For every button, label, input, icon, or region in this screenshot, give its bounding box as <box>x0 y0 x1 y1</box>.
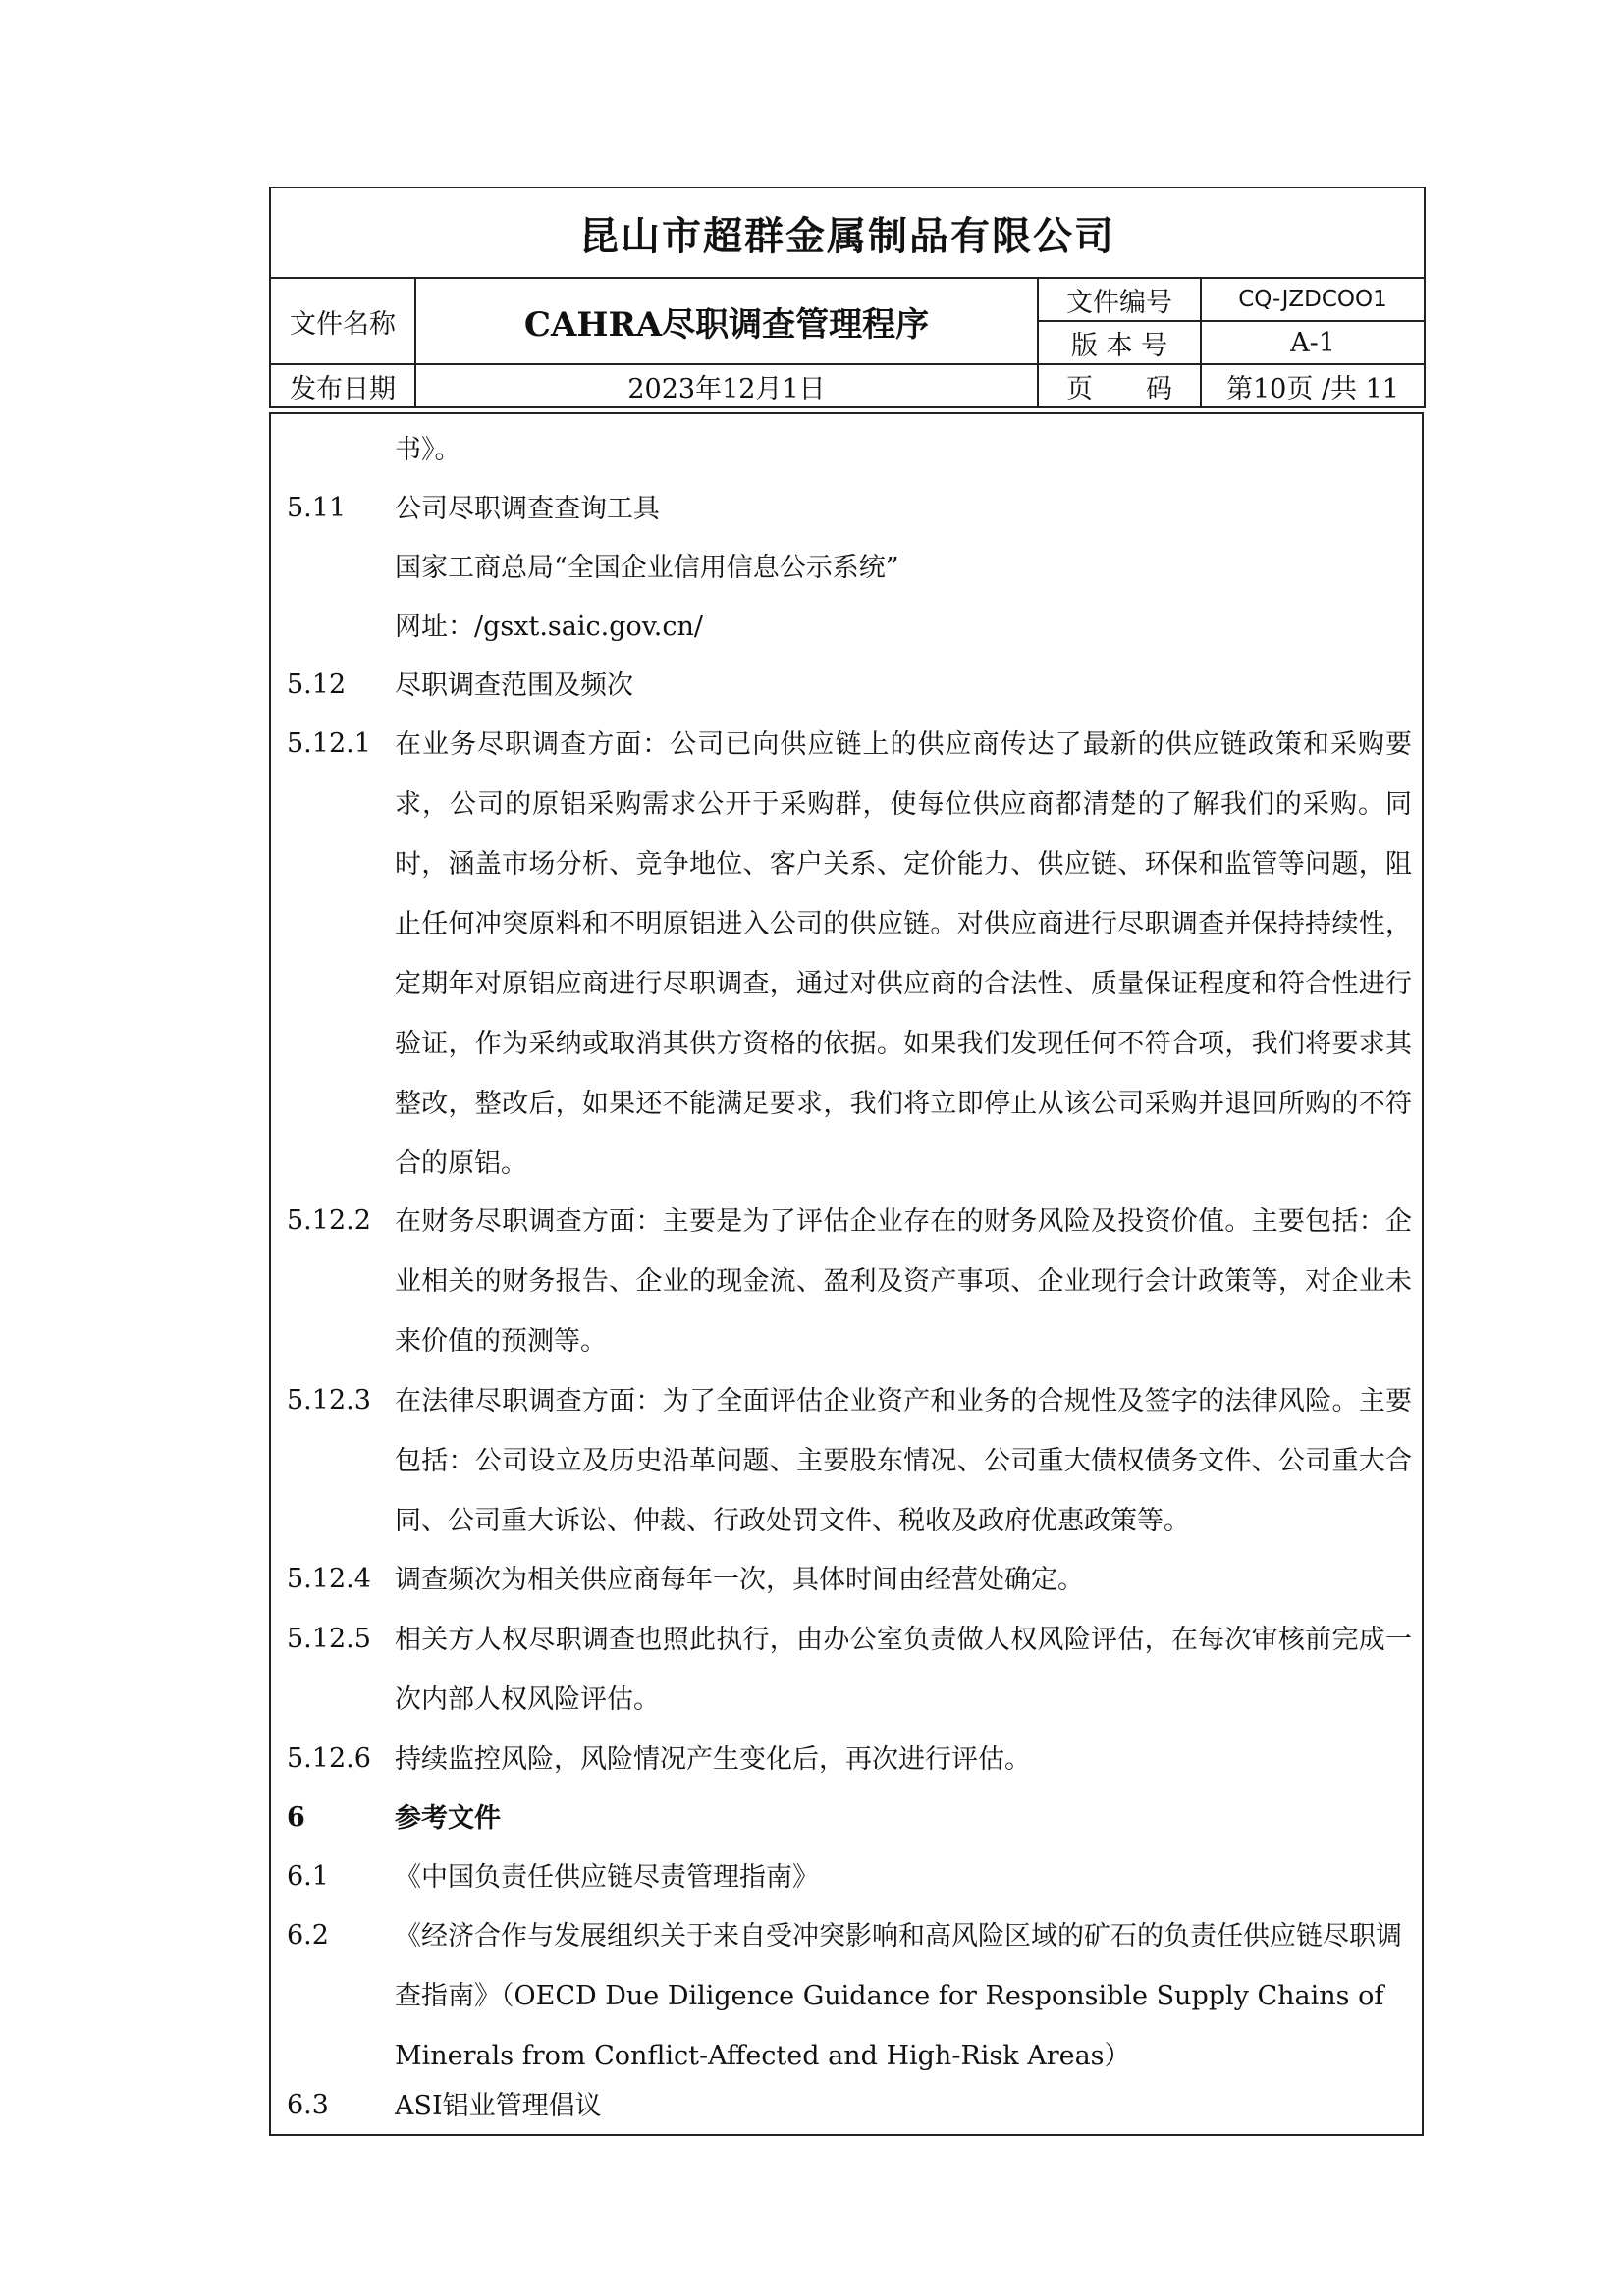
section-number: 5.12.4 <box>287 1564 371 1594</box>
section-text: 持续监控风险，风险情况产生变化后，再次进行评估。 <box>395 1744 1031 1775</box>
section-text: 尽职调查范围及频次 <box>395 670 633 701</box>
section-number: 5.12.2 <box>287 1205 371 1236</box>
section-number: 5.11 <box>287 493 347 523</box>
company-name: 昆山市超群金属制品有限公司 <box>270 187 1425 278</box>
section-text: 相关方人权尽职调查也照此执行，由办公室负责做人权风险评估，在每次审核前完成一次内部人权风险评估。 <box>395 1625 1412 1715</box>
section-text: 在业务尽职调查方面：公司已向供应链上的供应商传达了最新的供应链政策和采购要求，公司的原铝采购需求公开于采购群，使每位供应商都清楚的了解我们的采购。同时，涵盖市场分析、竞争地位、客户关系、定价能力、供应链、环保和监管等问题，阻止任何冲突原料和不明原铝进入公司的供应链。对供应商进行尽职调查并保持持续性，定期年对原铝应商进行尽职调查，通过对供应商的合法性、质量保证程度和符合性进行验证，作为采纳或取消其供方资格的依据。如果我们发现任何不符合项，我们将要求其整改，整改后，如果还不能满足要求，我们将立即停止从该公司采购并退回所购的不符合的原铝。 <box>395 729 1412 1179</box>
paragraph-continuation: 书》。 <box>395 435 461 465</box>
section-text: ASI铝业管理倡议 <box>395 2091 602 2121</box>
section-text: 在法律尽职调查方面：为了全面评估企业资产和业务的合规性及签字的法律风险。主要包括：公司设立及历史沿革问题、主要股东情况、公司重大债权债务文件、公司重大合同、公司重大诉讼、仲裁、行政处罚文件、税收及政府优惠政策等。 <box>395 1386 1412 1536</box>
document-header-table <box>269 187 1426 408</box>
date-label: 发布日期 <box>270 364 415 407</box>
section-number: 5.12.5 <box>287 1624 371 1654</box>
section-text: 国家工商总局“全国企业信用信息公示系统” <box>395 553 899 583</box>
page-value: 第10页 /共 11 <box>1201 364 1425 407</box>
doc-name-label: 文件名称 <box>270 278 415 364</box>
section-number: 5.12.1 <box>287 728 371 759</box>
version-value: A-1 <box>1201 321 1425 364</box>
section-text: 在财务尽职调查方面：主要是为了评估企业存在的财务风险及投资价值。主要包括：企业相关的财务报告、企业的现金流、盈利及资产事项、企业现行会计政策等，对企业未来价值的预测等。 <box>395 1206 1412 1357</box>
section-text: 《中国负责任供应链尽责管理指南》 <box>395 1862 819 1893</box>
version-label: 版 本 号 <box>1038 321 1201 364</box>
section-text: 公司尽职调查查询工具 <box>395 494 660 524</box>
section-number: 6 <box>287 1802 305 1833</box>
section-text: 调查频次为相关供应商每年一次，具体时间由经营处确定。 <box>395 1565 1084 1595</box>
section-text: 《经济合作与发展组织关于来自受冲突影响和高风险区域的矿石的负责任供应链尽职调查指南》（OECD Due Diligence Guidance for Responsible Supply Chains of Minerals from Conflict-Affected and High-Risk Areas） <box>395 1921 1402 2071</box>
date-value: 2023年12月1日 <box>415 364 1038 407</box>
doc-title: CAHRA尽职调查管理程序 <box>415 278 1038 364</box>
section-number: 5.12 <box>287 669 347 700</box>
section-number: 5.12.3 <box>287 1385 371 1415</box>
section-number: 6.3 <box>287 2090 329 2120</box>
doc-no: CQ-JZDCOO1 <box>1201 278 1425 321</box>
document-body <box>269 412 1424 2136</box>
section-number: 6.2 <box>287 1920 329 1950</box>
doc-no-label: 文件编号 <box>1038 278 1201 321</box>
section-text: 网址：/gsxt.saic.gov.cn/ <box>395 612 703 642</box>
page-label: 页 码 <box>1038 364 1201 407</box>
section-heading: 参考文件 <box>395 1803 501 1834</box>
section-number: 5.12.6 <box>287 1743 371 1774</box>
section-number: 6.1 <box>287 1861 329 1892</box>
